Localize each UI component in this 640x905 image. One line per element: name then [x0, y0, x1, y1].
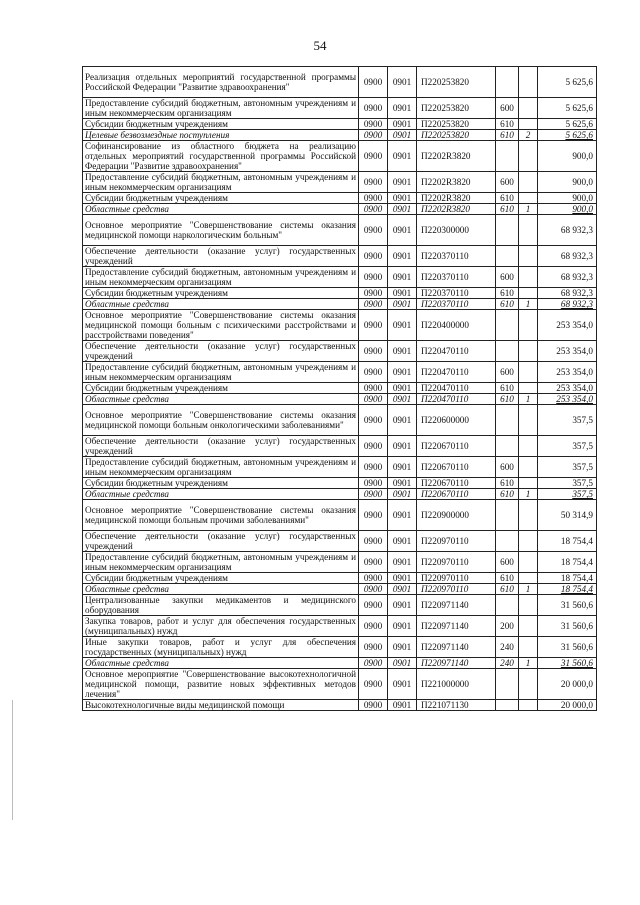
row-grbs-code: 0900 — [359, 457, 388, 478]
row-expense-type — [496, 405, 519, 436]
row-amount: 18 754,4 — [538, 573, 597, 584]
row-target-article: П220670110 — [417, 489, 496, 500]
row-amount: 357,5 — [538, 405, 597, 436]
row-name: Целевые безвозмездные поступления — [83, 130, 359, 141]
row-amount: 5 625,6 — [538, 130, 597, 141]
row-section-code: 0901 — [388, 288, 417, 299]
row-expense-type: 610 — [496, 193, 519, 204]
row-expense-type: 610 — [496, 489, 519, 500]
row-section-code: 0901 — [388, 616, 417, 637]
row-funding-source — [519, 288, 538, 299]
row-grbs-code: 0900 — [359, 67, 388, 98]
row-expense-type: 600 — [496, 267, 519, 288]
row-name: Обеспечение деятельности (оказание услуг) государственных учреждений — [83, 246, 359, 267]
row-funding-source: 1 — [519, 299, 538, 310]
row-name: Обеспечение деятельности (оказание услуг) государственных учреждений — [83, 531, 359, 552]
row-target-article: П220370110 — [417, 288, 496, 299]
row-funding-source — [519, 552, 538, 573]
table-row — [83, 267, 597, 288]
table-row — [83, 669, 597, 700]
row-target-article: П220470110 — [417, 383, 496, 394]
row-amount: 253 354,0 — [538, 362, 597, 383]
row-grbs-code: 0900 — [359, 310, 388, 341]
row-section-code: 0901 — [388, 700, 417, 711]
row-section-code: 0901 — [388, 362, 417, 383]
row-target-article: П220971140 — [417, 658, 496, 669]
row-name: Иные закупки товаров, работ и услуг для обеспечения государственных (муниципальных) нужд — [83, 637, 359, 658]
table-row — [83, 489, 597, 500]
row-funding-source — [519, 436, 538, 457]
row-target-article: П220900000 — [417, 500, 496, 531]
row-target-article: П220400000 — [417, 310, 496, 341]
row-name: Областные средства — [83, 299, 359, 310]
row-name: Субсидии бюджетным учреждениям — [83, 119, 359, 130]
row-grbs-code: 0900 — [359, 405, 388, 436]
row-funding-source: 1 — [519, 489, 538, 500]
row-name: Предоставление субсидий бюджетным, автономным учреждениям и иным некоммерческим организациям — [83, 267, 359, 288]
row-section-code: 0901 — [388, 457, 417, 478]
row-name: Субсидии бюджетным учреждениям — [83, 383, 359, 394]
row-funding-source — [519, 531, 538, 552]
table-row — [83, 215, 597, 246]
row-section-code: 0901 — [388, 141, 417, 172]
row-amount: 900,0 — [538, 193, 597, 204]
row-grbs-code: 0900 — [359, 215, 388, 246]
table-row — [83, 552, 597, 573]
row-amount: 5 625,6 — [538, 98, 597, 119]
row-grbs-code: 0900 — [359, 246, 388, 267]
row-expense-type: 610 — [496, 478, 519, 489]
row-grbs-code: 0900 — [359, 299, 388, 310]
row-name: Предоставление субсидий бюджетным, автономным учреждениям и иным некоммерческим организациям — [83, 457, 359, 478]
row-target-article: П221000000 — [417, 669, 496, 700]
row-amount: 357,5 — [538, 489, 597, 500]
row-amount: 253 354,0 — [538, 341, 597, 362]
row-amount: 5 625,6 — [538, 67, 597, 98]
row-amount: 31 560,6 — [538, 616, 597, 637]
row-funding-source — [519, 341, 538, 362]
row-section-code: 0901 — [388, 215, 417, 246]
row-funding-source — [519, 310, 538, 341]
row-section-code: 0901 — [388, 436, 417, 457]
row-expense-type — [496, 67, 519, 98]
row-section-code: 0901 — [388, 573, 417, 584]
row-grbs-code: 0900 — [359, 500, 388, 531]
row-name: Субсидии бюджетным учреждениям — [83, 193, 359, 204]
table-row — [83, 193, 597, 204]
row-section-code: 0901 — [388, 405, 417, 436]
row-target-article: П220253820 — [417, 119, 496, 130]
row-name: Предоставление субсидий бюджетным, автономным учреждениям и иным некоммерческим организациям — [83, 552, 359, 573]
row-target-article: П220670110 — [417, 457, 496, 478]
page-number: 54 — [313, 38, 327, 53]
row-amount: 68 932,3 — [538, 215, 597, 246]
row-section-code: 0901 — [388, 584, 417, 595]
row-amount: 31 560,6 — [538, 658, 597, 669]
row-funding-source — [519, 700, 538, 711]
row-name: Субсидии бюджетным учреждениям — [83, 478, 359, 489]
row-funding-source: 2 — [519, 130, 538, 141]
row-grbs-code: 0900 — [359, 141, 388, 172]
table-row — [83, 119, 597, 130]
row-name: Основное мероприятие "Совершенствование системы оказания медицинской помощи больным прочими заболеваниями" — [83, 500, 359, 531]
row-grbs-code: 0900 — [359, 267, 388, 288]
table-row — [83, 436, 597, 457]
row-target-article: П220470110 — [417, 341, 496, 362]
row-expense-type — [496, 141, 519, 172]
table-row — [83, 616, 597, 637]
row-section-code: 0901 — [388, 310, 417, 341]
row-target-article: П220600000 — [417, 405, 496, 436]
row-target-article: П220970110 — [417, 552, 496, 573]
row-funding-source — [519, 478, 538, 489]
table-row — [83, 457, 597, 478]
row-name: Основное мероприятие "Совершенствование системы оказания медицинской помощи больным с психическими расстройствами и расстройствами поведения" — [83, 310, 359, 341]
row-section-code: 0901 — [388, 383, 417, 394]
row-expense-type: 610 — [496, 584, 519, 595]
row-grbs-code: 0900 — [359, 130, 388, 141]
table-row — [83, 700, 597, 711]
row-amount: 68 932,3 — [538, 288, 597, 299]
row-name: Субсидии бюджетным учреждениям — [83, 573, 359, 584]
row-section-code: 0901 — [388, 478, 417, 489]
row-grbs-code: 0900 — [359, 700, 388, 711]
row-target-article: П220971140 — [417, 616, 496, 637]
scan-margin-mark — [12, 700, 13, 820]
row-funding-source — [519, 119, 538, 130]
row-grbs-code: 0900 — [359, 193, 388, 204]
row-grbs-code: 0900 — [359, 383, 388, 394]
row-amount: 68 932,3 — [538, 246, 597, 267]
row-grbs-code: 0900 — [359, 98, 388, 119]
row-amount: 20 000,0 — [538, 669, 597, 700]
row-target-article: П220300000 — [417, 215, 496, 246]
row-section-code: 0901 — [388, 637, 417, 658]
row-amount: 18 754,4 — [538, 531, 597, 552]
row-target-article: П220253820 — [417, 67, 496, 98]
row-funding-source — [519, 193, 538, 204]
row-section-code: 0901 — [388, 341, 417, 362]
row-section-code: 0901 — [388, 394, 417, 405]
table-row — [83, 299, 597, 310]
row-section-code: 0901 — [388, 669, 417, 700]
row-expense-type — [496, 595, 519, 616]
row-amount: 900,0 — [538, 172, 597, 193]
row-grbs-code: 0900 — [359, 531, 388, 552]
row-name: Предоставление субсидий бюджетным, автономным учреждениям и иным некоммерческим организациям — [83, 98, 359, 119]
row-section-code: 0901 — [388, 246, 417, 267]
row-target-article: П2202R3820 — [417, 141, 496, 172]
row-expense-type — [496, 341, 519, 362]
table-row — [83, 405, 597, 436]
row-target-article: П220370110 — [417, 299, 496, 310]
row-amount: 31 560,6 — [538, 637, 597, 658]
row-expense-type — [496, 531, 519, 552]
row-expense-type: 600 — [496, 98, 519, 119]
row-section-code: 0901 — [388, 130, 417, 141]
row-grbs-code: 0900 — [359, 573, 388, 584]
table-row — [83, 637, 597, 658]
table-row — [83, 531, 597, 552]
row-name: Областные средства — [83, 584, 359, 595]
row-expense-type: 610 — [496, 383, 519, 394]
row-section-code: 0901 — [388, 267, 417, 288]
row-section-code: 0901 — [388, 299, 417, 310]
row-expense-type: 600 — [496, 552, 519, 573]
row-name: Субсидии бюджетным учреждениям — [83, 288, 359, 299]
row-amount: 253 354,0 — [538, 394, 597, 405]
row-amount: 18 754,4 — [538, 584, 597, 595]
row-name: Основное мероприятие "Совершенствование системы оказания медицинской помощи больным онкологическими заболеваниями" — [83, 405, 359, 436]
row-section-code: 0901 — [388, 531, 417, 552]
row-section-code: 0901 — [388, 98, 417, 119]
row-funding-source — [519, 383, 538, 394]
row-funding-source — [519, 637, 538, 658]
table-row — [83, 130, 597, 141]
row-target-article: П2202R3820 — [417, 193, 496, 204]
row-target-article: П220470110 — [417, 394, 496, 405]
row-section-code: 0901 — [388, 172, 417, 193]
row-grbs-code: 0900 — [359, 552, 388, 573]
row-grbs-code: 0900 — [359, 658, 388, 669]
row-section-code: 0901 — [388, 552, 417, 573]
row-amount: 357,5 — [538, 457, 597, 478]
row-expense-type: 240 — [496, 658, 519, 669]
row-expense-type: 600 — [496, 172, 519, 193]
row-grbs-code: 0900 — [359, 436, 388, 457]
table-row — [83, 288, 597, 299]
table-row — [83, 500, 597, 531]
row-amount: 50 314,9 — [538, 500, 597, 531]
table-row — [83, 383, 597, 394]
row-grbs-code: 0900 — [359, 362, 388, 383]
row-grbs-code: 0900 — [359, 204, 388, 215]
row-name: Основное мероприятие "Совершенствование высокотехнологичной медицинской помощи, развитие новых эффективных методов лечения" — [83, 669, 359, 700]
row-section-code: 0901 — [388, 67, 417, 98]
row-funding-source — [519, 362, 538, 383]
table-body — [83, 67, 597, 711]
table-row — [83, 658, 597, 669]
row-expense-type: 610 — [496, 130, 519, 141]
row-funding-source — [519, 616, 538, 637]
row-amount: 18 754,4 — [538, 552, 597, 573]
row-section-code: 0901 — [388, 119, 417, 130]
row-name: Предоставление субсидий бюджетным, автономным учреждениям и иным некоммерческим организациям — [83, 362, 359, 383]
row-target-article: П220970110 — [417, 531, 496, 552]
row-expense-type: 600 — [496, 362, 519, 383]
table-row — [83, 362, 597, 383]
row-expense-type — [496, 436, 519, 457]
row-amount: 68 932,3 — [538, 299, 597, 310]
row-grbs-code: 0900 — [359, 341, 388, 362]
row-target-article: П221071130 — [417, 700, 496, 711]
row-target-article: П220670110 — [417, 478, 496, 489]
budget-table — [82, 66, 597, 711]
row-funding-source — [519, 405, 538, 436]
row-funding-source — [519, 669, 538, 700]
row-name: Областные средства — [83, 658, 359, 669]
row-expense-type: 610 — [496, 288, 519, 299]
row-target-article: П2202R3820 — [417, 172, 496, 193]
row-grbs-code: 0900 — [359, 616, 388, 637]
table-row — [83, 478, 597, 489]
row-expense-type: 200 — [496, 616, 519, 637]
row-amount: 900,0 — [538, 141, 597, 172]
row-grbs-code: 0900 — [359, 595, 388, 616]
table-row — [83, 341, 597, 362]
row-grbs-code: 0900 — [359, 584, 388, 595]
row-name: Областные средства — [83, 204, 359, 215]
row-section-code: 0901 — [388, 595, 417, 616]
row-expense-type: 610 — [496, 573, 519, 584]
row-funding-source — [519, 67, 538, 98]
row-target-article: П220253820 — [417, 130, 496, 141]
row-funding-source — [519, 246, 538, 267]
row-grbs-code: 0900 — [359, 478, 388, 489]
row-section-code: 0901 — [388, 658, 417, 669]
row-name: Централизованные закупки медикаментов и медицинского оборудования — [83, 595, 359, 616]
table-row — [83, 67, 597, 98]
row-funding-source — [519, 267, 538, 288]
row-expense-type — [496, 310, 519, 341]
row-target-article: П220370110 — [417, 267, 496, 288]
row-expense-type — [496, 700, 519, 711]
row-funding-source — [519, 172, 538, 193]
row-amount: 357,5 — [538, 478, 597, 489]
row-grbs-code: 0900 — [359, 119, 388, 130]
row-grbs-code: 0900 — [359, 394, 388, 405]
row-grbs-code: 0900 — [359, 669, 388, 700]
row-funding-source — [519, 573, 538, 584]
row-target-article: П220971140 — [417, 595, 496, 616]
table-row — [83, 595, 597, 616]
row-expense-type: 610 — [496, 119, 519, 130]
row-amount: 5 625,6 — [538, 119, 597, 130]
row-funding-source — [519, 457, 538, 478]
row-name: Высокотехнологичные виды медицинской помощи — [83, 700, 359, 711]
row-name: Областные средства — [83, 394, 359, 405]
row-expense-type — [496, 215, 519, 246]
table-row — [83, 172, 597, 193]
row-funding-source: 1 — [519, 658, 538, 669]
row-expense-type: 600 — [496, 457, 519, 478]
row-funding-source — [519, 141, 538, 172]
row-name: Софинансирование из областного бюджета на реализацию отдельных мероприятий государственной программы Российской Федерации "Развитие здравоохранения" — [83, 141, 359, 172]
row-target-article: П220970110 — [417, 584, 496, 595]
row-name: Обеспечение деятельности (оказание услуг) государственных учреждений — [83, 436, 359, 457]
table-row — [83, 98, 597, 119]
row-section-code: 0901 — [388, 500, 417, 531]
row-amount: 900,0 — [538, 204, 597, 215]
row-amount: 20 000,0 — [538, 700, 597, 711]
row-expense-type: 610 — [496, 299, 519, 310]
table-row — [83, 141, 597, 172]
row-section-code: 0901 — [388, 193, 417, 204]
row-amount: 357,5 — [538, 436, 597, 457]
row-grbs-code: 0900 — [359, 288, 388, 299]
table-row — [83, 584, 597, 595]
row-expense-type: 610 — [496, 394, 519, 405]
row-target-article: П220970110 — [417, 573, 496, 584]
row-amount: 253 354,0 — [538, 310, 597, 341]
row-funding-source: 1 — [519, 394, 538, 405]
row-funding-source — [519, 98, 538, 119]
row-grbs-code: 0900 — [359, 637, 388, 658]
table-row — [83, 246, 597, 267]
table-row — [83, 204, 597, 215]
row-expense-type: 610 — [496, 204, 519, 215]
table-row — [83, 573, 597, 584]
row-target-article: П220253820 — [417, 98, 496, 119]
row-target-article: П220971140 — [417, 637, 496, 658]
row-name: Предоставление субсидий бюджетным, автономным учреждениям и иным некоммерческим организациям — [83, 172, 359, 193]
row-section-code: 0901 — [388, 489, 417, 500]
row-grbs-code: 0900 — [359, 489, 388, 500]
row-expense-type — [496, 246, 519, 267]
row-funding-source — [519, 595, 538, 616]
row-name: Областные средства — [83, 489, 359, 500]
row-expense-type: 240 — [496, 637, 519, 658]
row-name: Реализация отдельных мероприятий государственной программы Российской Федерации "Развитие здравоохранения" — [83, 67, 359, 98]
row-expense-type — [496, 500, 519, 531]
row-target-article: П220370110 — [417, 246, 496, 267]
row-target-article: П220670110 — [417, 436, 496, 457]
row-target-article: П220470110 — [417, 362, 496, 383]
row-amount: 68 932,3 — [538, 267, 597, 288]
row-name: Закупка товаров, работ и услуг для обеспечения государственных (муниципальных) нужд — [83, 616, 359, 637]
row-target-article: П2202R3820 — [417, 204, 496, 215]
table-row — [83, 310, 597, 341]
row-funding-source: 1 — [519, 584, 538, 595]
row-funding-source — [519, 500, 538, 531]
row-amount: 31 560,6 — [538, 595, 597, 616]
row-funding-source — [519, 215, 538, 246]
row-funding-source: 1 — [519, 204, 538, 215]
table-row — [83, 394, 597, 405]
row-name: Основное мероприятие "Совершенствование системы оказания медицинской помощи наркологическим больным" — [83, 215, 359, 246]
row-amount: 253 354,0 — [538, 383, 597, 394]
row-expense-type — [496, 669, 519, 700]
row-name: Обеспечение деятельности (оказание услуг) государственных учреждений — [83, 341, 359, 362]
row-grbs-code: 0900 — [359, 172, 388, 193]
row-section-code: 0901 — [388, 204, 417, 215]
